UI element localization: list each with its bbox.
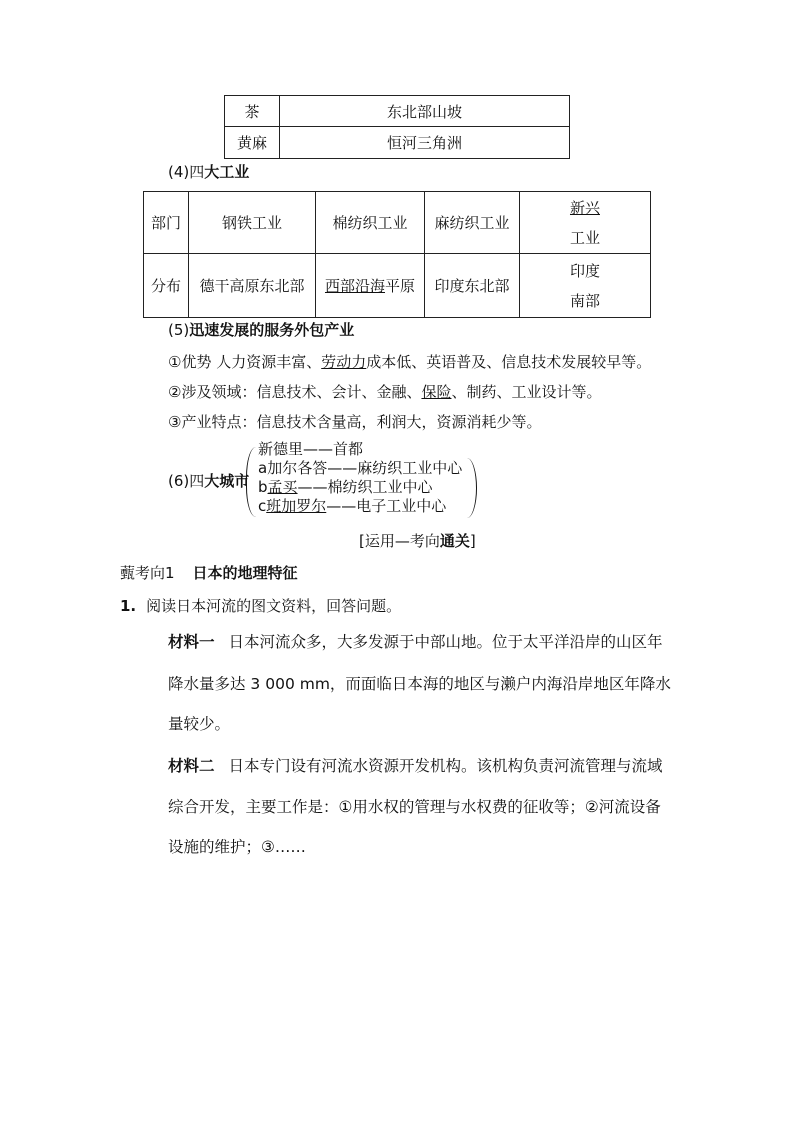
city-line-2: a加尔各答——麻纺织工业中心 [258,459,463,477]
industry-header-cell: 麻纺织工业 [425,192,520,254]
dist-cell: 德干高原东北部 [189,254,316,318]
material-2-line-1: 材料二 日本专门设有河流水资源开发机构。该机构负责河流管理与流域 [168,757,663,775]
dist-label-cell: 分布 [144,254,189,318]
region-cell: 东北部山坡 [280,96,570,127]
material-1-line-3: 量较少。 [168,715,231,733]
crop-cell: 茶 [225,96,280,127]
industry-heading: (4)四大工业 [168,163,250,181]
cities-label: (6)四大城市 [168,472,250,490]
crop-table [224,95,570,159]
region-cell: 恒河三角洲 [280,127,570,159]
industry-table [143,191,651,318]
service-line-2: ②涉及领域：信息技术、会计、金融、保险、制药、工业设计等。 [168,383,602,401]
right-brace [466,458,477,518]
dist-cell: 印度东北部 [425,254,520,318]
city-line-3: b孟买——棉纺织工业中心 [258,478,433,496]
service-line-3: ③产业特点：信息技术含量高，利润大，资源消耗少等。 [168,413,542,431]
crop-cell: 黄麻 [225,127,280,159]
city-line-1: 新德里——首都 [258,440,364,458]
service-line-1: ①优势 人力资源丰富、劳动力成本低、英语普及、信息技术发展较早等。 [168,353,652,371]
direction-heading: 薽考向1 日本的地理特征 [120,564,298,582]
industry-header-cell: 部门 [144,192,189,254]
industry-header-cell: 新兴 工业 [520,192,651,254]
industry-header-cell: 棉纺织工业 [316,192,425,254]
dist-cell: 印度 南部 [520,254,651,318]
dist-cell: 西部沿海平原 [316,254,425,318]
left-brace [246,447,257,517]
material-1-line-1: 材料一 日本河流众多，大多发源于中部山地。位于太平洋沿岸的山区年 [168,633,663,651]
apply-tag: [运用—考向通关] [359,532,476,550]
question-line: 1. 阅读日本河流的图文资料，回答问题。 [120,597,402,615]
material-2-line-3: 设施的维护；③…… [168,838,306,856]
city-line-4: c班加罗尔——电子工业中心 [258,497,447,515]
material-2-line-2: 综合开发，主要工作是：①用水权的管理与水权费的征收等；②河流设备 [168,798,661,816]
service-heading: (5)迅速发展的服务外包产业 [168,321,355,339]
industry-header-cell: 钢铁工业 [189,192,316,254]
material-1-line-2: 降水量多达 3 000 mm，而面临日本海的地区与濑户内海沿岸地区年降水 [168,675,671,693]
